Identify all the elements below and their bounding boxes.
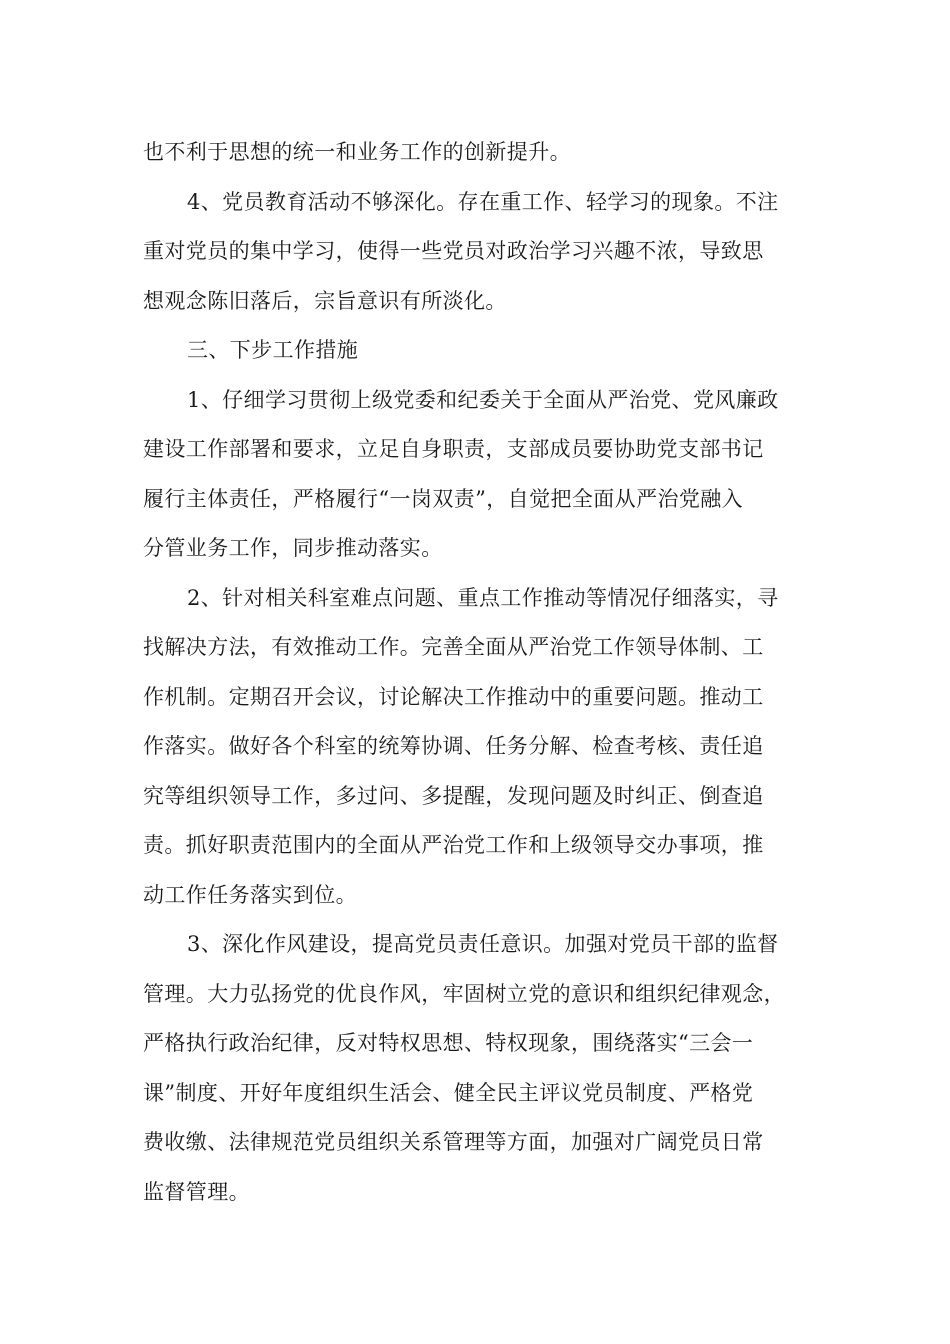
text-line: 找解决方法，有效推动工作。完善全面从严治党工作领导体制、工 bbox=[143, 635, 764, 659]
text-line: 履行主体责任，严格履行“一岗双责”，自觉把全面从严治党融入 bbox=[143, 486, 744, 511]
text-line: 费收缴、法律规范党员组织关系管理等方面，加强对广阔党员日常 bbox=[143, 1130, 764, 1154]
text-line: 三、下步工作措施 bbox=[187, 338, 359, 362]
text-line: 动工作任务落实到位。 bbox=[143, 882, 357, 907]
text-line: 重对党员的集中学习，使得一些党员对政治学习兴趣不浓，导致思 bbox=[143, 239, 764, 263]
paragraph bbox=[143, 574, 808, 921]
text-line: 作落实。做好各个科室的统筹协调、任务分解、检查考核、责任追 bbox=[143, 734, 764, 758]
text-line: 究等组织领导工作，多过问、多提醒，发现问题及时纠正、倒查追 bbox=[143, 783, 764, 808]
text-line: 分管业务工作，同步推动落实。 bbox=[143, 536, 443, 560]
paragraph bbox=[143, 128, 808, 178]
text-line: 2、针对相关科室难点问题、重点工作推动等情况仔细落实，寻 bbox=[187, 585, 779, 610]
paragraph bbox=[143, 326, 808, 376]
text-line: 严格执行政治纪律，反对特权思想、特权现象，围绕落实“三会一 bbox=[143, 1031, 754, 1055]
text-line: 监督管理。 bbox=[143, 1179, 250, 1204]
text-line: 3、深化作风建设，提高党员责任意识。加强对党员干部的监督 bbox=[187, 932, 779, 956]
text-line: 课”制度、开好年度组织生活会、健全民主评议党员制度、严格党 bbox=[143, 1080, 754, 1105]
document-body bbox=[143, 128, 808, 1217]
text-line: 也不利于思想的统一和业务工作的创新提升。 bbox=[143, 140, 571, 164]
paragraph bbox=[143, 178, 808, 327]
text-line: 想观念陈旧落后，宗旨意识有所淡化。 bbox=[143, 288, 507, 313]
text-line: 管理。大力弘扬党的优良作风，牢固树立党的意识和组织纪律观念， bbox=[143, 981, 785, 1006]
text-line: 责。抓好职责范围内的全面从严治党工作和上级领导交办事项，推 bbox=[143, 833, 764, 857]
text-line: 4、党员教育活动不够深化。存在重工作、轻学习的现象。不注 bbox=[187, 189, 779, 214]
text-line: 建设工作部署和要求，立足自身职责，支部成员要协助党支部书记 bbox=[143, 437, 764, 461]
text-line: 作机制。定期召开会议，讨论解决工作推动中的重要问题。推动工 bbox=[143, 684, 764, 709]
paragraph bbox=[143, 920, 808, 1217]
paragraph bbox=[143, 376, 808, 574]
text-line: 1、仔细学习贯彻上级党委和纪委关于全面从严治党、党风廉政 bbox=[187, 387, 779, 412]
